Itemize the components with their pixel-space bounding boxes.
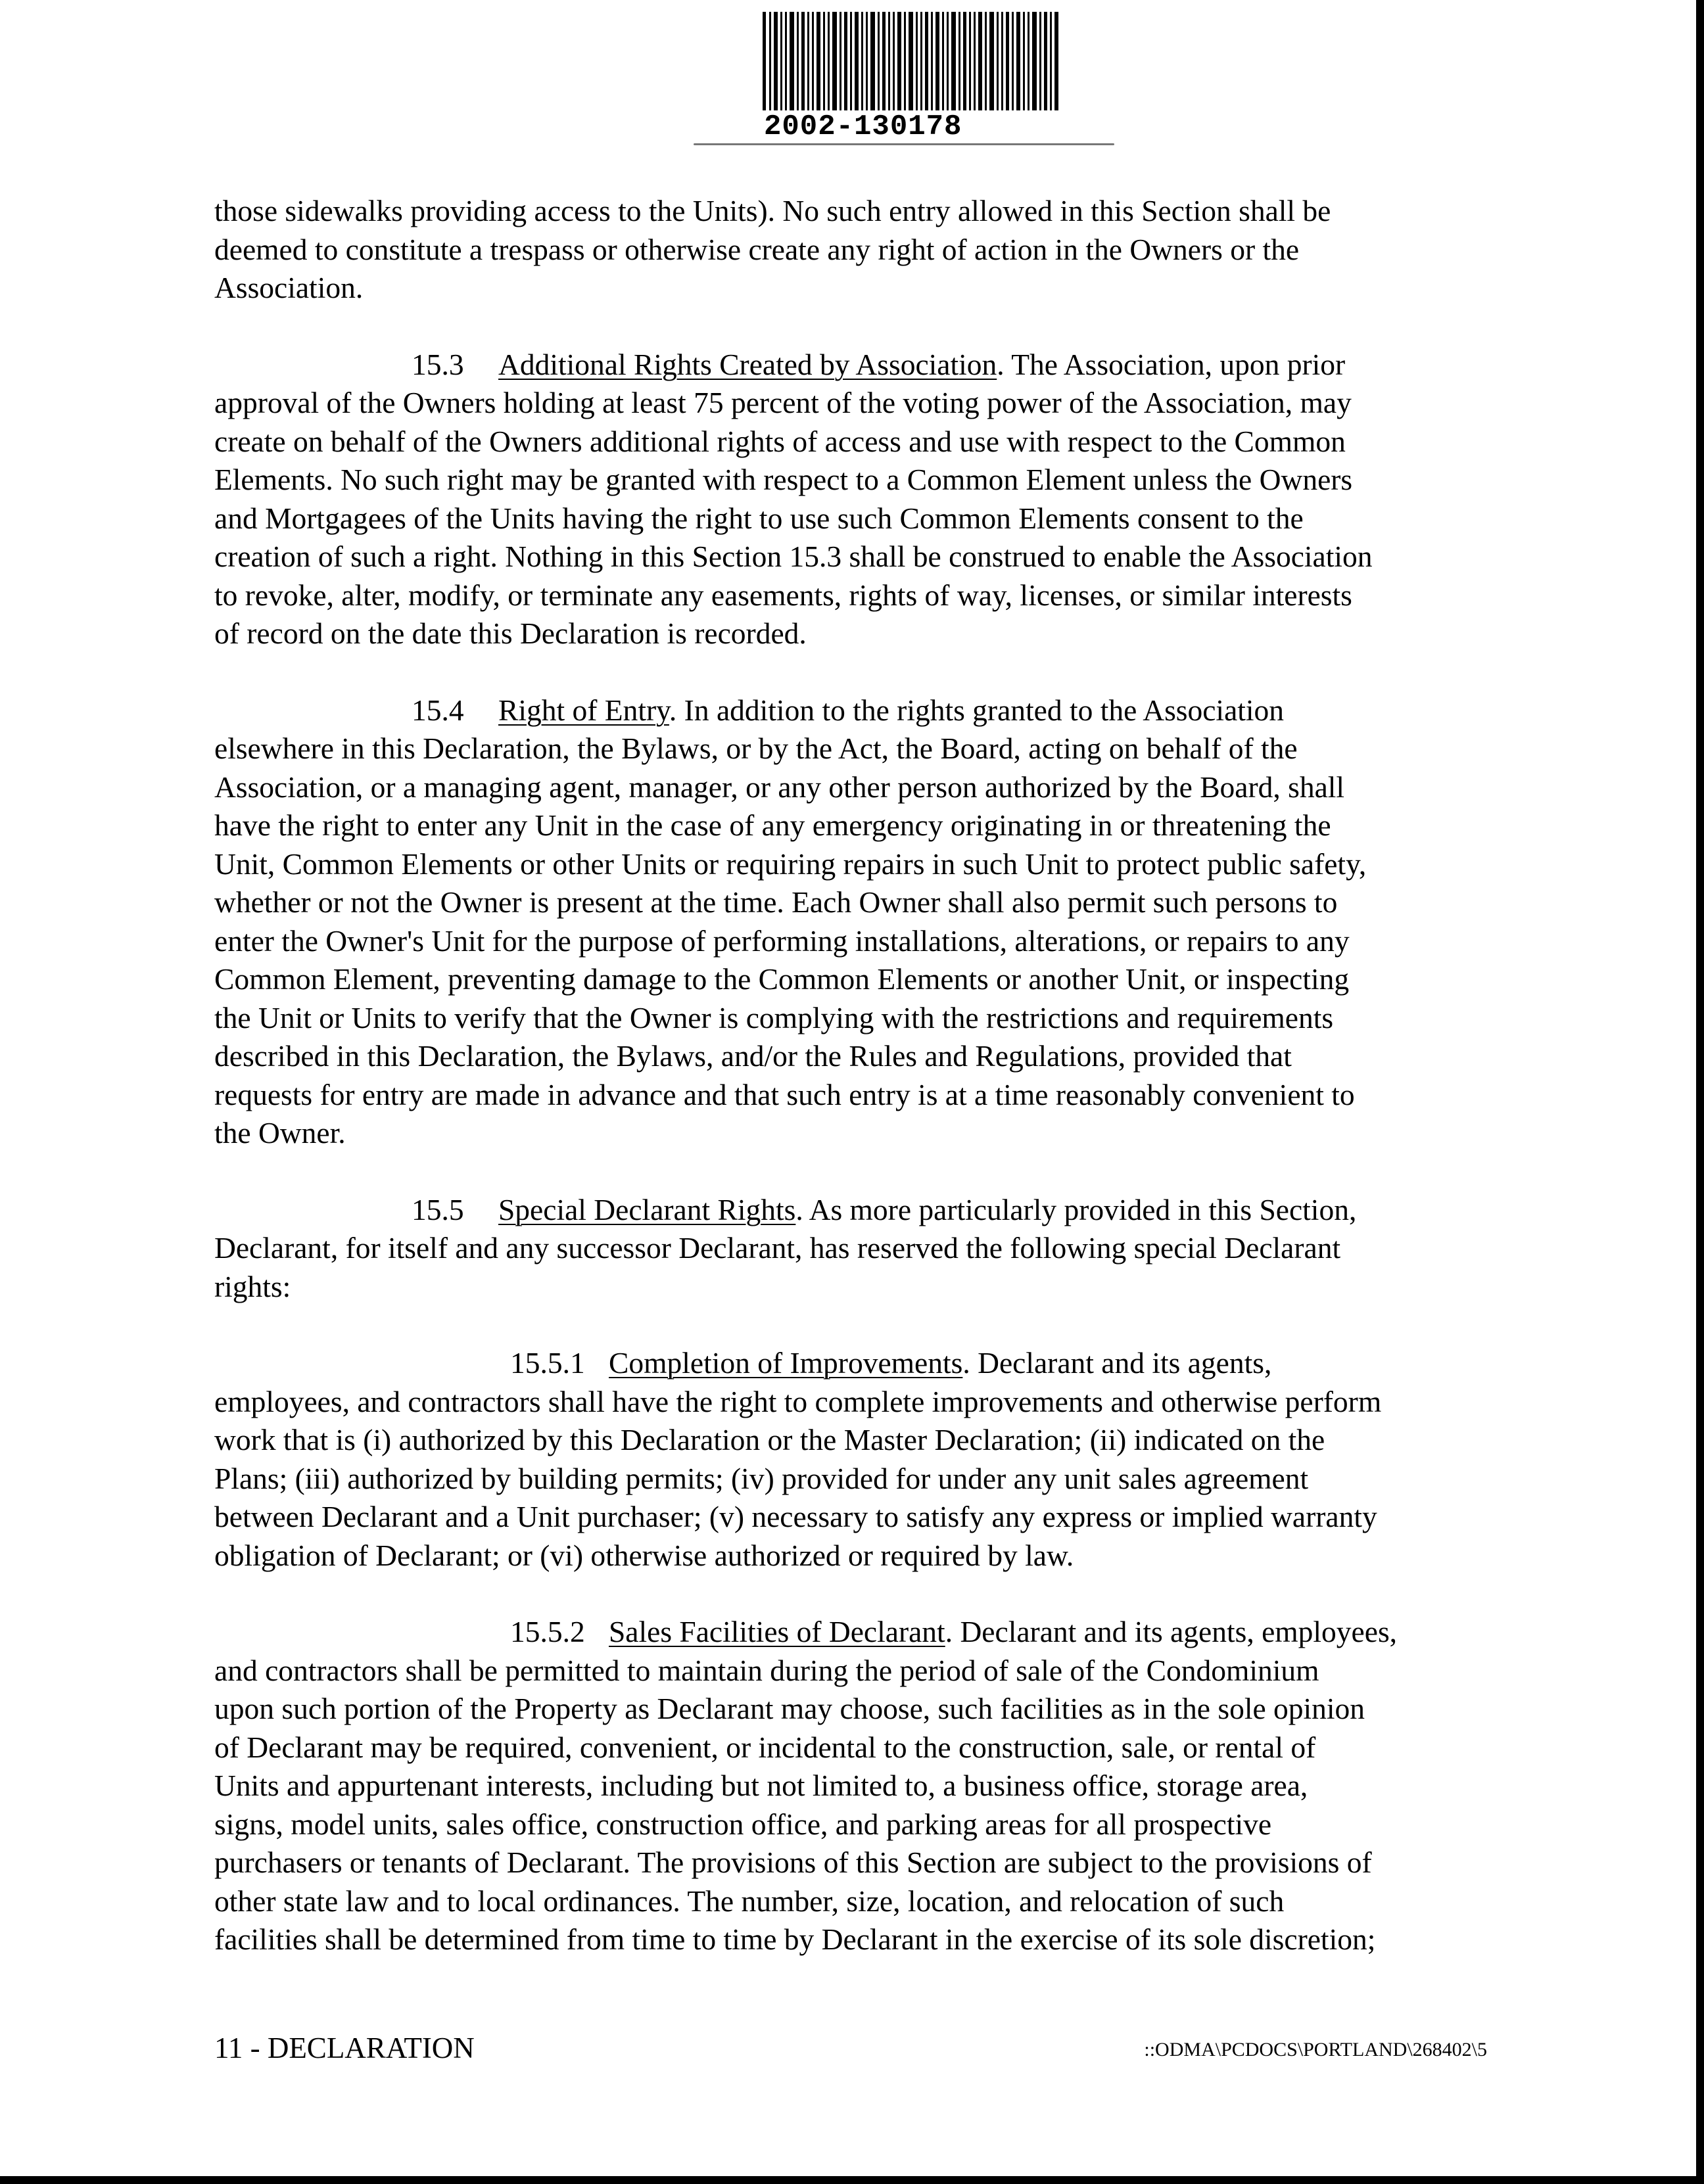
scan-border-bottom [0, 2176, 1704, 2184]
text-line: Declarant, for itself and any successor Declarant, has reserved the following special Declarant [214, 1231, 1341, 1265]
text-line: Association, or a managing agent, manager, or any other person authorized by the Board, shall [214, 770, 1345, 804]
text-line: have the right to enter any Unit in the case of any emergency originating in or threatening the [214, 808, 1331, 842]
section-heading: Sales Facilities of Declarant [609, 1615, 945, 1648]
section-number: 15.4 [412, 693, 464, 727]
page-footer-label: 11 - DECLARATION [214, 2032, 475, 2064]
text-line: obligation of Declarant; or (vi) otherwise authorized or required by law. [214, 1538, 1074, 1572]
text-line: of record on the date this Declaration is recorded. [214, 616, 807, 650]
scan-border-right [1696, 0, 1704, 2184]
text-line: approval of the Owners holding at least 75 percent of the voting power of the Association, may [214, 386, 1352, 419]
text-line: purchasers or tenants of Declarant. The provisions of this Section are subject to the provisions of [214, 1846, 1372, 1879]
section-number: 15.3 [412, 347, 464, 381]
text-line: the Unit or Units to verify that the Owner is complying with the restrictions and requirements [214, 1000, 1334, 1034]
text-line: Plans; (iii) authorized by building permits; (iv) provided for under any unit sales agreement [214, 1461, 1309, 1495]
text-line: requests for entry are made in advance and that such entry is at a time reasonably convenient to [214, 1077, 1355, 1111]
barcode [756, 12, 1058, 150]
section-first-line [214, 1344, 1496, 1383]
text-line: between Declarant and a Unit purchaser; (v) necessary to satisfy any express or implied warranty [214, 1500, 1377, 1533]
section-number: 15.5.1 [510, 1346, 585, 1380]
text-line: whether or not the Owner is present at the time. Each Owner shall also permit such persons to [214, 885, 1338, 919]
text-line: Elements. No such right may be granted with respect to a Common Element unless the Owners [214, 463, 1353, 496]
section-heading: Additional Rights Created by Association [498, 347, 997, 381]
text-line: other state law and to local ordinances. The number, size, location, and relocation of such [214, 1884, 1285, 1918]
text-line: upon such portion of the Property as Declarant may choose, such facilities as in the sole opinion [214, 1692, 1365, 1725]
section-15-5-2 [214, 1613, 1496, 1959]
section-heading: Right of Entry [498, 693, 669, 727]
section-15-5-1 [214, 1344, 1496, 1575]
section-15-3 [214, 346, 1496, 653]
section-number: 15.5 [412, 1192, 464, 1226]
section-15-4 [214, 691, 1496, 1153]
text-line: create on behalf of the Owners additional rights of access and use with respect to the Common [214, 424, 1346, 458]
text-line: and Mortgagees of the Units having the right to use such Common Elements consent to the [214, 501, 1304, 535]
section-heading: Completion of Improvements [609, 1346, 963, 1380]
text-line: deemed to constitute a trespass or otherwise create any right of action in the Owners or the [214, 232, 1300, 266]
barcode-underline [694, 143, 1114, 145]
text-line: elsewhere in this Declaration, the Bylaws, or by the Act, the Board, acting on behalf of the [214, 732, 1298, 765]
text-line: and contractors shall be permitted to maintain during the period of sale of the Condominium [214, 1653, 1319, 1687]
text-line: described in this Declaration, the Bylaws, and/or the Rules and Regulations, provided that [214, 1039, 1292, 1073]
section-first-line [214, 346, 1496, 384]
section-number: 15.5.2 [510, 1615, 585, 1648]
text-line: rights: [214, 1269, 291, 1303]
section-first-line-text: . In addition to the rights granted to the Association [669, 693, 1285, 727]
text-line: Units and appurtenant interests, including but not limited to, a business office, storage area, [214, 1769, 1308, 1802]
text-line: Common Element, preventing damage to the Common Elements or another Unit, or inspecting [214, 962, 1350, 996]
document-body [214, 192, 1496, 1997]
text-line: employees, and contractors shall have the right to complete improvements and otherwise perform [214, 1384, 1382, 1418]
text-line: facilities shall be determined from time to time by Declarant in the exercise of its sole discretion; [214, 1922, 1376, 1956]
text-line: those sidewalks providing access to the Units). No such entry allowed in this Section shall be [214, 194, 1331, 227]
text-line: work that is (i) authorized by this Declaration or the Master Declaration; (ii) indicated on the [214, 1423, 1325, 1456]
text-line: enter the Owner's Unit for the purpose of performing installations, alterations, or repairs to any [214, 923, 1350, 958]
text-line: of Declarant may be required, convenient, or incidental to the construction, sale, or rental of [214, 1730, 1316, 1764]
text-line: Unit, Common Elements or other Units or requiring repairs in such Unit to protect public safety, [214, 847, 1367, 881]
section-first-line-text: . As more particularly provided in this Section, [795, 1192, 1357, 1226]
text-line: Association. [214, 271, 364, 304]
text-line: signs, model units, sales office, construction office, and parking areas for all prospective [214, 1807, 1272, 1841]
intro-paragraph [214, 192, 1496, 308]
barcode-icon [763, 12, 1058, 110]
text-line: creation of such a right. Nothing in this Section 15.3 shall be construed to enable the Association [214, 540, 1373, 573]
text-line: to revoke, alter, modify, or terminate any easements, rights of way, licenses, or similar interests [214, 578, 1352, 612]
text-line: the Owner. [214, 1116, 346, 1150]
barcode-number: 2002-130178 [764, 110, 962, 143]
section-first-line [214, 1191, 1496, 1230]
document-path: ::ODMA\PCDOCS\PORTLAND\268402\5 [1144, 2039, 1487, 2060]
section-first-line-text: . Declarant and its agents, employees, [945, 1615, 1398, 1648]
section-heading: Special Declarant Rights [498, 1192, 796, 1226]
section-first-line [214, 691, 1496, 730]
section-first-line-text: . Declarant and its agents, [962, 1346, 1272, 1380]
section-15-5 [214, 1191, 1496, 1307]
section-first-line-text: . The Association, upon prior [997, 347, 1346, 381]
section-first-line [214, 1613, 1496, 1652]
